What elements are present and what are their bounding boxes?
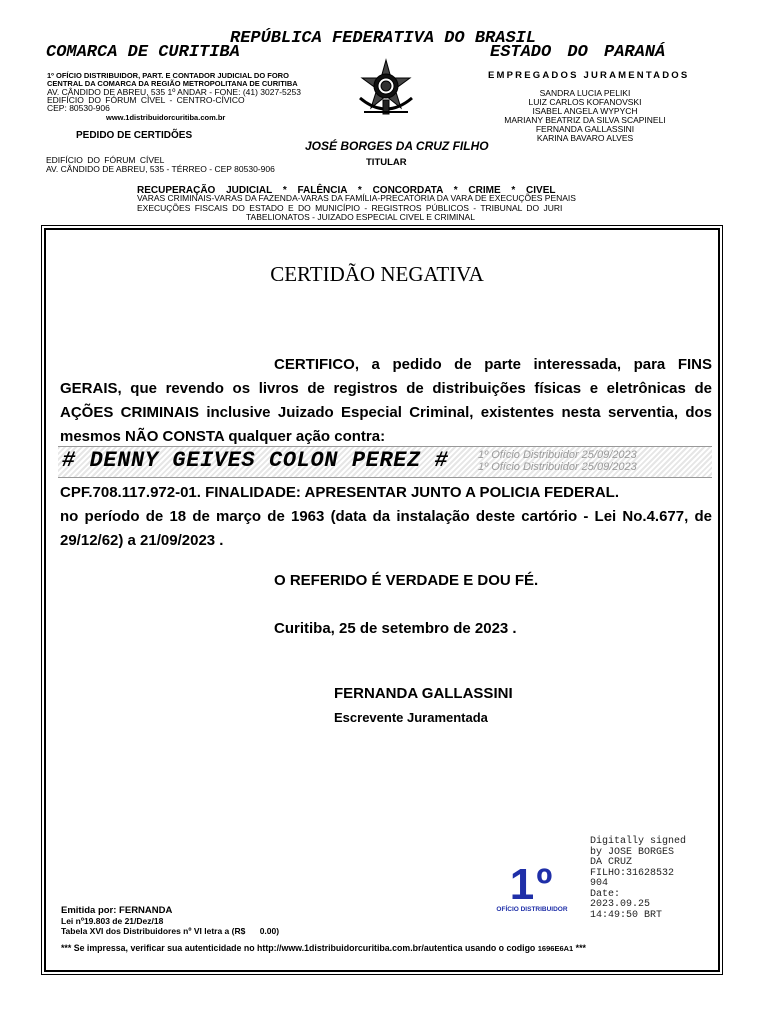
authenticity-note [61,943,586,953]
services-line-4: TABELIONATOS - JUIZADO ESPECIAL CIVEL E CRIMINAL [246,212,475,222]
truth-statement: O REFERIDO É VERDADE E DOU FÉ. [274,572,539,589]
pedido-title: PEDIDO DE CERTIDÕES [76,130,193,141]
estado-title: ESTADO DO PARANÁ [490,43,666,62]
tabela-reference [61,926,279,936]
verify-suffix: *** [575,943,586,953]
signature-line: 904 [590,878,609,889]
employee-list [500,89,670,143]
paragraph-line: no período de 18 de março de 1963 (data da instalação deste cartório - Lei No.4.677, de [60,508,712,525]
signature-line: DA CRUZ [590,857,633,868]
faint-watermark-text: 1º Ofício Distribuidor 25/09/2023 [478,449,637,461]
verify-prefix: *** Se impressa, verificar sua autenticidade no http://www.1distribuidorcuritiba.com.br/autentica usando o codigo [61,943,536,953]
paragraph-line: 29/12/62) a 21/09/2023 . [60,532,224,549]
office-line-4: EDIFÍCIO DO FÓRUM CÍVEL - CENTRO-CÍVICO [47,95,245,105]
signature-line: by JOSE BORGES [590,846,675,858]
employee-name: ISABEL ANGELA WYPYCH [532,106,638,116]
republic-title: REPÚBLICA FEDERATIVA DO BRASIL [230,29,537,48]
certificate-title [44,262,758,287]
services-line-1: RECUPERAÇÃO JUDICIAL * FALÊNCIA * CONCORDATA * CRIME * CIVEL [137,185,556,196]
paragraph-line: mesmos NÃO CONSTA qualquer ação contra: [60,428,386,445]
emitida-por: Emitida por: FERNANDA [61,905,173,916]
certificate-title-text: CERTIDÃO NEGATIVA [270,262,484,286]
office-line-2: CENTRAL DA COMARCA DA REGIÃO METROPOLITANA DE CURITIBA [47,79,298,88]
paragraph-period [60,481,712,553]
signature-line: FILHO:31628532 [590,867,675,879]
office-logo [480,862,584,913]
employee-name: KARINA BAVARO ALVES [536,133,634,143]
office-line-5: CEP: 80530-906 [47,103,110,113]
employee-name: MARIANY BEATRIZ DA SILVA SCAPINELI [504,115,666,125]
tabela-text: Tabela XVI dos Distribuidores nº VI letra a (R$ [61,926,246,936]
footer-issued [61,906,279,936]
pedido-address-2: AV. CÂNDIDO DE ABREU, 535 - TÉRREO - CEP 80530-906 [46,164,275,174]
titular-label: TITULAR [366,157,407,168]
signer-name: FERNANDA GALLASSINI [334,685,513,702]
employee-name: LUIZ CARLOS KOFANOVSKI [528,97,642,107]
services-line-2: VARAS CRIMINAIS-VARAS DA FAZENDA-VARAS DA FAMÍLIA-PRECATÓRIA DA VARA DE EXECUÇÕES PENAIS [137,193,576,203]
tabela-value: 0.00) [259,926,280,936]
verify-code: 1696E6A1 [537,944,574,953]
signature-line: 14:49:50 BRT [590,909,663,921]
signature-line: Digitally signed [590,836,687,847]
digital-signature [590,837,686,921]
subject-name: # DENNY GEIVES COLON PEREZ # [62,448,449,473]
comarca-title: COMARCA DE CURITIBA [46,43,240,62]
website-link[interactable]: www.1distribuidorcuritiba.com.br [106,113,226,122]
logo-number: 1º [509,860,555,909]
lei-reference: Lei nº19.803 de 21/Dez/18 [61,916,164,926]
paragraph-line: AÇÕES CRIMINAIS inclusive Juizado Especial Criminal, existentes nesta serventia, dos [60,404,712,421]
logo-caption: OFÍCIO DISTRIBUIDOR [496,906,568,913]
signature-line: Date: [590,888,621,900]
office-line-3: AV. CÂNDIDO DE ABREU, 535 1º ANDAR - FONE: (41) 3027-5253 [47,87,301,97]
paragraph-certifico [60,353,712,449]
services-line-3: EXECUÇÕES FISCAIS DO ESTADO E DO MUNICÍPIO - REGISTROS PÚBLICOS - TRIBUNAL DO JURI [137,203,563,213]
name-highlight-band [58,446,712,478]
cpf-line: CPF.708.117.972-01. FINALIDADE: APRESENTAR JUNTO A POLICIA FEDERAL. [60,484,620,501]
coat-of-arms-emblem [356,58,416,120]
employee-name: FERNANDA GALLASSINI [535,124,635,134]
empregados-title: EMPREGADOS JURAMENTADOS [488,70,690,81]
pedido-address-1: EDIFÍCIO DO FÓRUM CÍVEL [46,155,165,165]
employee-name: SANDRA LUCIA PELIKI [539,88,631,98]
titular-name: JOSÉ BORGES DA CRUZ FILHO [305,139,489,153]
signature-line: 2023.09.25 [590,899,651,910]
signer-role: Escrevente Juramentada [334,710,488,725]
paragraph-line: CERTIFICO, a pedido de parte interessada, para FINS [274,356,712,373]
faint-watermark-text: 1º Ofício Distribuidor 25/09/2023 [478,461,637,473]
paragraph-line: GERAIS, que revendo os livros de registros de distribuições físicas e eletrônicas de [60,380,712,397]
date-place: Curitiba, 25 de setembro de 2023 . [274,620,517,637]
office-line-1: 1º OFÍCIO DISTRIBUIDOR, PART. E CONTADOR JUDICIAL DO FORO [47,71,289,80]
